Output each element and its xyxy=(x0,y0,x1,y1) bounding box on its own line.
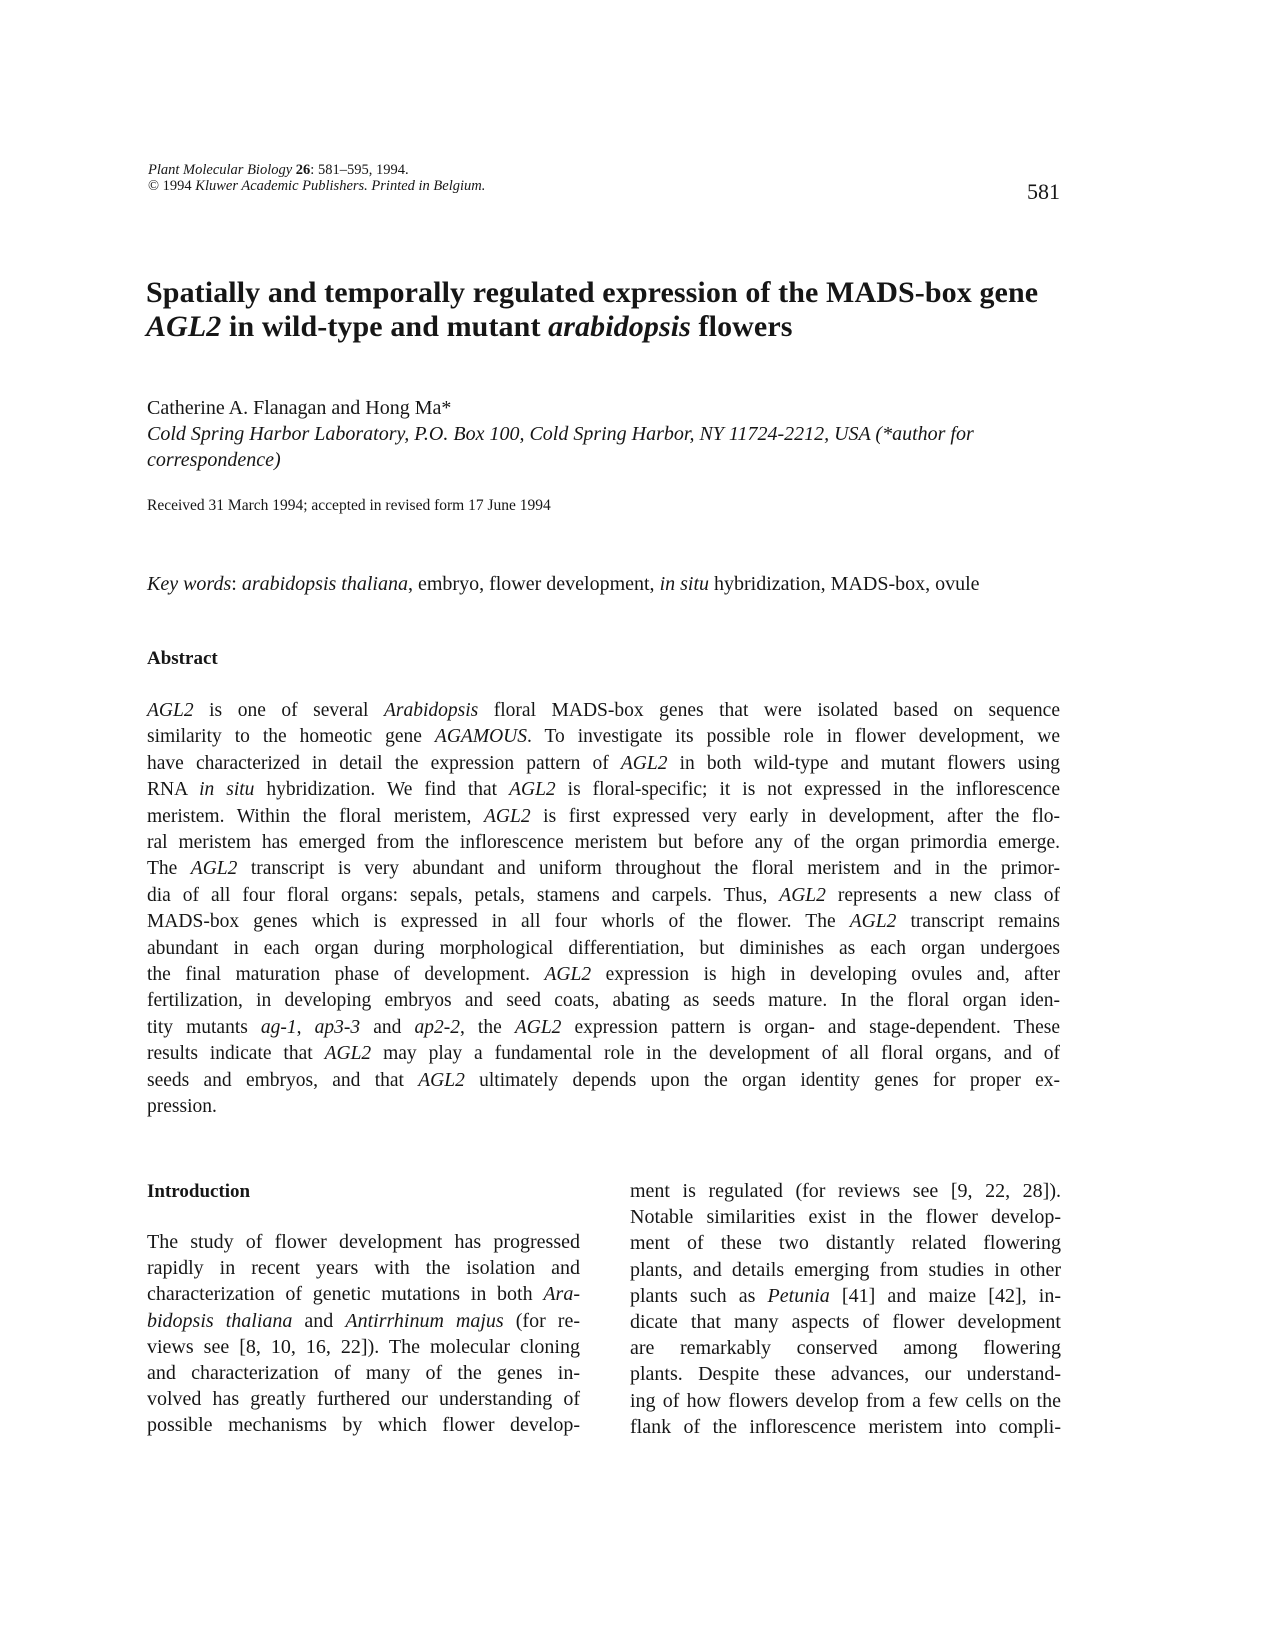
text-run: expression is high in developing ovules and, after xyxy=(591,964,1060,986)
text-run: have characterized in detail the expression pattern of xyxy=(147,752,621,774)
keyword-in-situ: in situ xyxy=(659,573,710,595)
text-run: plants such as xyxy=(630,1284,768,1307)
intro-left-column xyxy=(147,1229,580,1439)
text-run: , the xyxy=(459,1016,515,1038)
italic-term: in situ xyxy=(199,779,255,801)
text-run: plants. Despite these advances, our understand- xyxy=(630,1363,1061,1386)
abstract-line xyxy=(147,724,1060,750)
abstract-line xyxy=(147,751,1060,777)
text-run: The xyxy=(147,858,191,880)
italic-term: ag-1 xyxy=(260,1016,297,1038)
keywords-colon: : xyxy=(231,573,242,595)
abstract-line xyxy=(147,1041,1060,1067)
text-run: ultimately depends upon the organ identity genes for proper ex- xyxy=(464,1069,1060,1091)
title-line-2 xyxy=(146,310,1106,344)
italic-term: AGL2 xyxy=(779,884,826,906)
italic-term: AGL2 xyxy=(514,1016,562,1038)
affiliation xyxy=(147,421,1077,473)
text-run: are remarkably conserved among flowering xyxy=(630,1337,1061,1360)
italic-term: AGL2 xyxy=(544,964,592,986)
intro-left-line xyxy=(147,1386,580,1412)
abstract-line xyxy=(147,698,1060,724)
text-run: ing of how flowers develop from a few cells on the xyxy=(630,1389,1061,1412)
abstract-line xyxy=(147,883,1060,909)
journal-volume: 26 xyxy=(295,162,311,178)
abstract-line xyxy=(147,1015,1060,1041)
copyright-year: 1994 xyxy=(162,178,192,194)
text-run: (for re- xyxy=(503,1309,580,1332)
title-mid: in wild-type and mutant xyxy=(221,310,549,343)
italic-term: AGL2 xyxy=(418,1069,465,1091)
text-run: [41] and maize [42], in- xyxy=(829,1284,1061,1307)
text-run: , xyxy=(296,1016,315,1038)
text-run: in both wild-type and mutant flowers using xyxy=(667,752,1060,774)
intro-right-line xyxy=(630,1414,1061,1440)
text-run: rapidly in recent years with the isolation and xyxy=(147,1257,580,1280)
text-run: characterization of genetic mutations in both xyxy=(147,1283,544,1306)
italic-term: ap2-2 xyxy=(414,1016,460,1038)
text-run: fertilization, in developing embryos and seed coats, abating as seeds mature. In the floral organ iden- xyxy=(147,990,1060,1012)
text-run: transcript is very abundant and uniform throughout the floral meristem and in the primor- xyxy=(237,858,1060,880)
keywords xyxy=(147,571,1087,597)
intro-left-line xyxy=(147,1308,580,1334)
intro-right-line xyxy=(630,1361,1061,1387)
italic-term: AGL2 xyxy=(620,752,668,774)
text-run: flank of the inflorescence meristem into compli- xyxy=(630,1415,1061,1438)
text-run: ment is regulated (for reviews see [9, 22, 28]). xyxy=(630,1180,1061,1202)
introduction-heading: Introduction xyxy=(147,1181,251,1202)
intro-right-line xyxy=(630,1309,1061,1335)
intro-right-line xyxy=(630,1335,1061,1361)
italic-term: AGL2 xyxy=(324,1043,372,1065)
text-run: similarity to the homeotic gene xyxy=(147,726,435,748)
title-end: flowers xyxy=(690,310,793,343)
text-run: views see [8, 10, 16, 22]). The molecular cloning xyxy=(147,1335,580,1358)
page-title xyxy=(146,276,1106,344)
text-run: abundant in each organ during morphological differentiation, but diminishes as each organ undergoes xyxy=(147,937,1060,959)
text-run: is one of several xyxy=(193,700,384,721)
text-run: the final maturation phase of development. xyxy=(147,964,545,986)
abstract-body xyxy=(147,698,1060,1121)
abstract-heading: Abstract xyxy=(147,648,218,669)
journal-citation xyxy=(148,162,748,194)
text-run: ment of these two distantly related flowering xyxy=(630,1232,1061,1255)
intro-right-line xyxy=(630,1388,1061,1414)
italic-term: Petunia xyxy=(767,1284,830,1307)
intro-left-line xyxy=(147,1229,580,1255)
text-run: expression pattern is organ- and stage-dependent. These xyxy=(561,1016,1061,1038)
italic-term: AGL2 xyxy=(483,805,531,827)
text-run: results indicate that xyxy=(147,1043,325,1065)
text-run: volved has greatly furthered our understanding of xyxy=(147,1388,580,1411)
text-run: seeds and embryos, and that xyxy=(147,1069,419,1091)
abstract-line xyxy=(147,1094,1060,1120)
text-run: and characterization of many of the genes in- xyxy=(147,1362,580,1385)
author-list: Catherine A. Flanagan and Hong Ma* xyxy=(147,397,452,419)
page-number: 581 xyxy=(1027,179,1060,204)
italic-term: bidopsis thaliana xyxy=(147,1309,293,1332)
intro-left-line xyxy=(147,1334,580,1360)
text-run: and xyxy=(292,1309,346,1332)
abstract-line xyxy=(147,830,1060,856)
text-run: possible mechanisms by which flower develop- xyxy=(147,1414,580,1437)
abstract-line xyxy=(147,962,1060,988)
italic-term: ap3-3 xyxy=(314,1016,361,1038)
abstract-line xyxy=(147,988,1060,1014)
journal-pages: : 581–595, 1994. xyxy=(310,162,409,178)
text-run: hybridization. We find that xyxy=(254,779,510,801)
keyword-species: arabidopsis thaliana xyxy=(241,573,408,595)
text-run: ral meristem has emerged from the inflorescence meristem but before any of the organ primordia emerge. xyxy=(147,832,1060,854)
text-run: may play a fundamental role in the development of all floral organs, and of xyxy=(371,1043,1060,1065)
abstract-line xyxy=(147,936,1060,962)
intro-right-line xyxy=(630,1230,1061,1256)
title-gene: AGL2 xyxy=(146,310,222,343)
intro-left-line xyxy=(147,1255,580,1281)
text-run: pression. xyxy=(147,1096,217,1118)
abstract-line xyxy=(147,777,1060,803)
italic-term: AGL2 xyxy=(849,911,897,933)
text-run: meristem. Within the floral meristem, xyxy=(147,805,484,827)
italic-term: AGL2 xyxy=(509,779,556,801)
affiliation-line-2: correspondence) xyxy=(147,449,281,471)
italic-term: AGAMOUS xyxy=(434,726,527,748)
text-run: plants, and details emerging from studies in other xyxy=(630,1258,1061,1281)
text-run: tity mutants xyxy=(147,1016,261,1038)
italic-term: Antirrhinum majus xyxy=(345,1309,504,1332)
intro-right-line xyxy=(630,1178,1061,1204)
text-run: and xyxy=(360,1016,415,1038)
text-run: is floral-specific; it is not expressed in the inflorescence xyxy=(555,779,1060,801)
intro-right-column xyxy=(630,1178,1061,1440)
publisher-line: Kluwer Academic Publishers. Printed in Belgium. xyxy=(195,178,486,194)
intro-left-line xyxy=(147,1281,580,1307)
italic-term: AGL2 xyxy=(190,858,238,880)
keywords-text-1: , embryo, flower development, xyxy=(407,573,660,595)
text-run: transcript remains xyxy=(896,911,1060,933)
abstract-line xyxy=(147,909,1060,935)
journal-name: Plant Molecular Biology xyxy=(148,162,293,178)
italic-term: Arabidopsis xyxy=(383,700,479,721)
title-line-1: Spatially and temporally regulated expression of the MADS-box gene xyxy=(146,276,1039,309)
intro-right-line xyxy=(630,1257,1061,1283)
italic-term: AGL2 xyxy=(147,700,194,721)
intro-right-line xyxy=(630,1204,1061,1230)
keywords-text-2: hybridization, MADS-box, ovule xyxy=(709,573,980,595)
abstract-line xyxy=(147,804,1060,830)
intro-left-line xyxy=(147,1360,580,1386)
text-run: represents a new class of xyxy=(825,884,1060,906)
intro-right-line xyxy=(630,1283,1061,1309)
text-run: RNA xyxy=(147,779,200,801)
text-run: The study of flower development has progressed xyxy=(147,1231,580,1253)
italic-term: Ara- xyxy=(543,1283,580,1306)
text-run: MADS-box genes which is expressed in all four whorls of the flower. The xyxy=(147,911,850,933)
title-organism: arabidopsis xyxy=(548,310,691,343)
affiliation-line-1: Cold Spring Harbor Laboratory, P.O. Box 100, Cold Spring Harbor, NY 11724-2212, USA (*author for xyxy=(147,423,974,445)
intro-left-line xyxy=(147,1412,580,1438)
text-run: dicate that many aspects of flower development xyxy=(630,1311,1061,1334)
received-dates: Received 31 March 1994; accepted in revised form 17 June 1994 xyxy=(147,497,551,514)
abstract-line xyxy=(147,1068,1060,1094)
abstract-line xyxy=(147,856,1060,882)
text-run: floral MADS-box genes that were isolated based on sequence xyxy=(478,700,1060,721)
text-run: Notable similarities exist in the flower develop- xyxy=(630,1206,1061,1229)
text-run: dia of all four floral organs: sepals, petals, stamens and carpels. Thus, xyxy=(147,884,780,906)
keywords-label: Key words xyxy=(147,573,232,595)
copyright-symbol: © xyxy=(148,178,160,194)
text-run: is first expressed very early in development, after the flo- xyxy=(530,805,1060,827)
text-run: . To investigate its possible role in flower development, we xyxy=(527,726,1060,748)
